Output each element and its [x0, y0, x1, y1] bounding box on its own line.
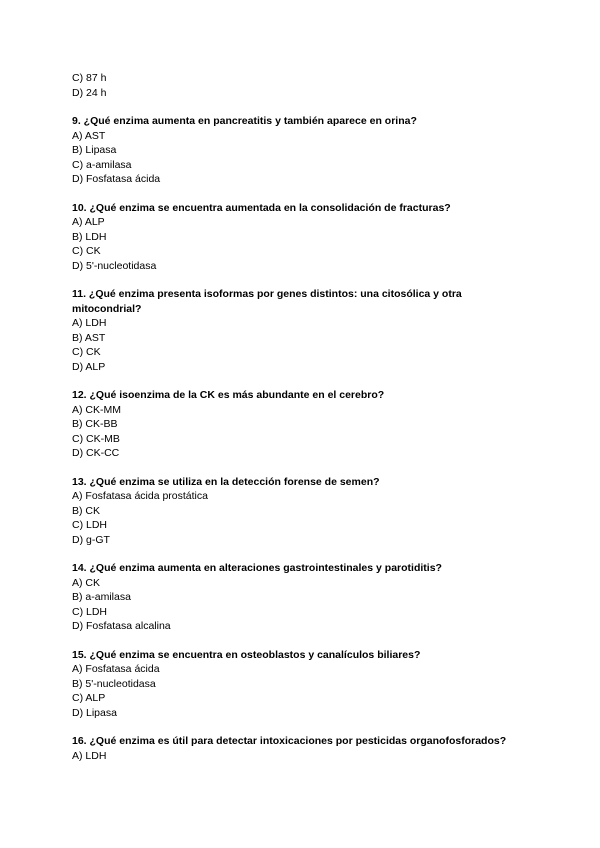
option-line: A) CK-MM [72, 403, 121, 416]
option-line: B) 5'-nucleotidasa [72, 677, 156, 690]
question-block [72, 475, 532, 548]
question-block [72, 648, 532, 721]
option-line: C) LDH [72, 519, 108, 531]
question-text: 16. ¿Qué enzima es útil para detectar intoxicaciones por pesticidas organofosforados? [72, 735, 507, 747]
option-line: A) ALP [72, 216, 105, 228]
option-line: B) LDH [72, 230, 107, 243]
option-line: D) 5'-nucleotidasa [72, 259, 157, 272]
document-page [72, 71, 532, 763]
option-line: D) Lipasa [72, 706, 117, 719]
question-block [72, 561, 532, 634]
question-text: 14. ¿Qué enzima aumenta en alteraciones gastrointestinales y parotiditis? [72, 562, 442, 574]
question-text: 12. ¿Qué isoenzima de la CK es más abundante en el cerebro? [72, 389, 385, 401]
question-text: 15. ¿Qué enzima se encuentra en osteoblastos y canalículos biliares? [72, 648, 421, 661]
option-line: A) Fosfatasa ácida [72, 663, 160, 675]
option-line: A) LDH [72, 317, 107, 329]
option-line: C) LDH [72, 605, 108, 618]
option-line: C) a-amilasa [72, 158, 132, 171]
question-text: 13. ¿Qué enzima se utiliza en la detección forense de semen? [72, 475, 380, 488]
option-line: B) a-amilasa [72, 591, 131, 603]
option-line: C) 87 h [72, 72, 107, 84]
option-line: D) Fosfatasa ácida [72, 173, 161, 185]
option-line: D) Fosfatasa alcalina [72, 620, 171, 632]
option-line: A) Fosfatasa ácida prostática [72, 490, 208, 502]
option-line: D) 24 h [72, 86, 107, 99]
option-line: C) ALP [72, 692, 106, 704]
question-block [72, 201, 532, 274]
option-line: A) CK [72, 576, 101, 589]
question-block [72, 734, 532, 763]
option-line: D) CK-CC [72, 447, 120, 459]
question-block [72, 388, 532, 461]
option-line: B) Lipasa [72, 144, 117, 156]
question-text: 10. ¿Qué enzima se encuentra aumentada en la consolidación de fracturas? [72, 201, 451, 214]
question-block [72, 114, 532, 187]
question-text: 9. ¿Qué enzima aumenta en pancreatitis y también aparece en orina? [72, 115, 417, 127]
option-line: C) CK [72, 346, 101, 358]
option-line: B) CK [72, 504, 101, 517]
option-line: A) LDH [72, 749, 107, 762]
option-line: B) AST [72, 331, 106, 344]
option-line: B) CK-BB [72, 418, 118, 430]
option-line: D) ALP [72, 360, 106, 373]
option-line: A) AST [72, 129, 106, 142]
option-line: C) CK-MB [72, 432, 120, 445]
option-line: C) CK [72, 245, 101, 257]
question-block [72, 287, 532, 374]
option-line: D) g-GT [72, 533, 110, 546]
question-text: 11. ¿Qué enzima presenta isoformas por genes distintos: una citosólica y otra mitocondrial? [72, 288, 462, 315]
